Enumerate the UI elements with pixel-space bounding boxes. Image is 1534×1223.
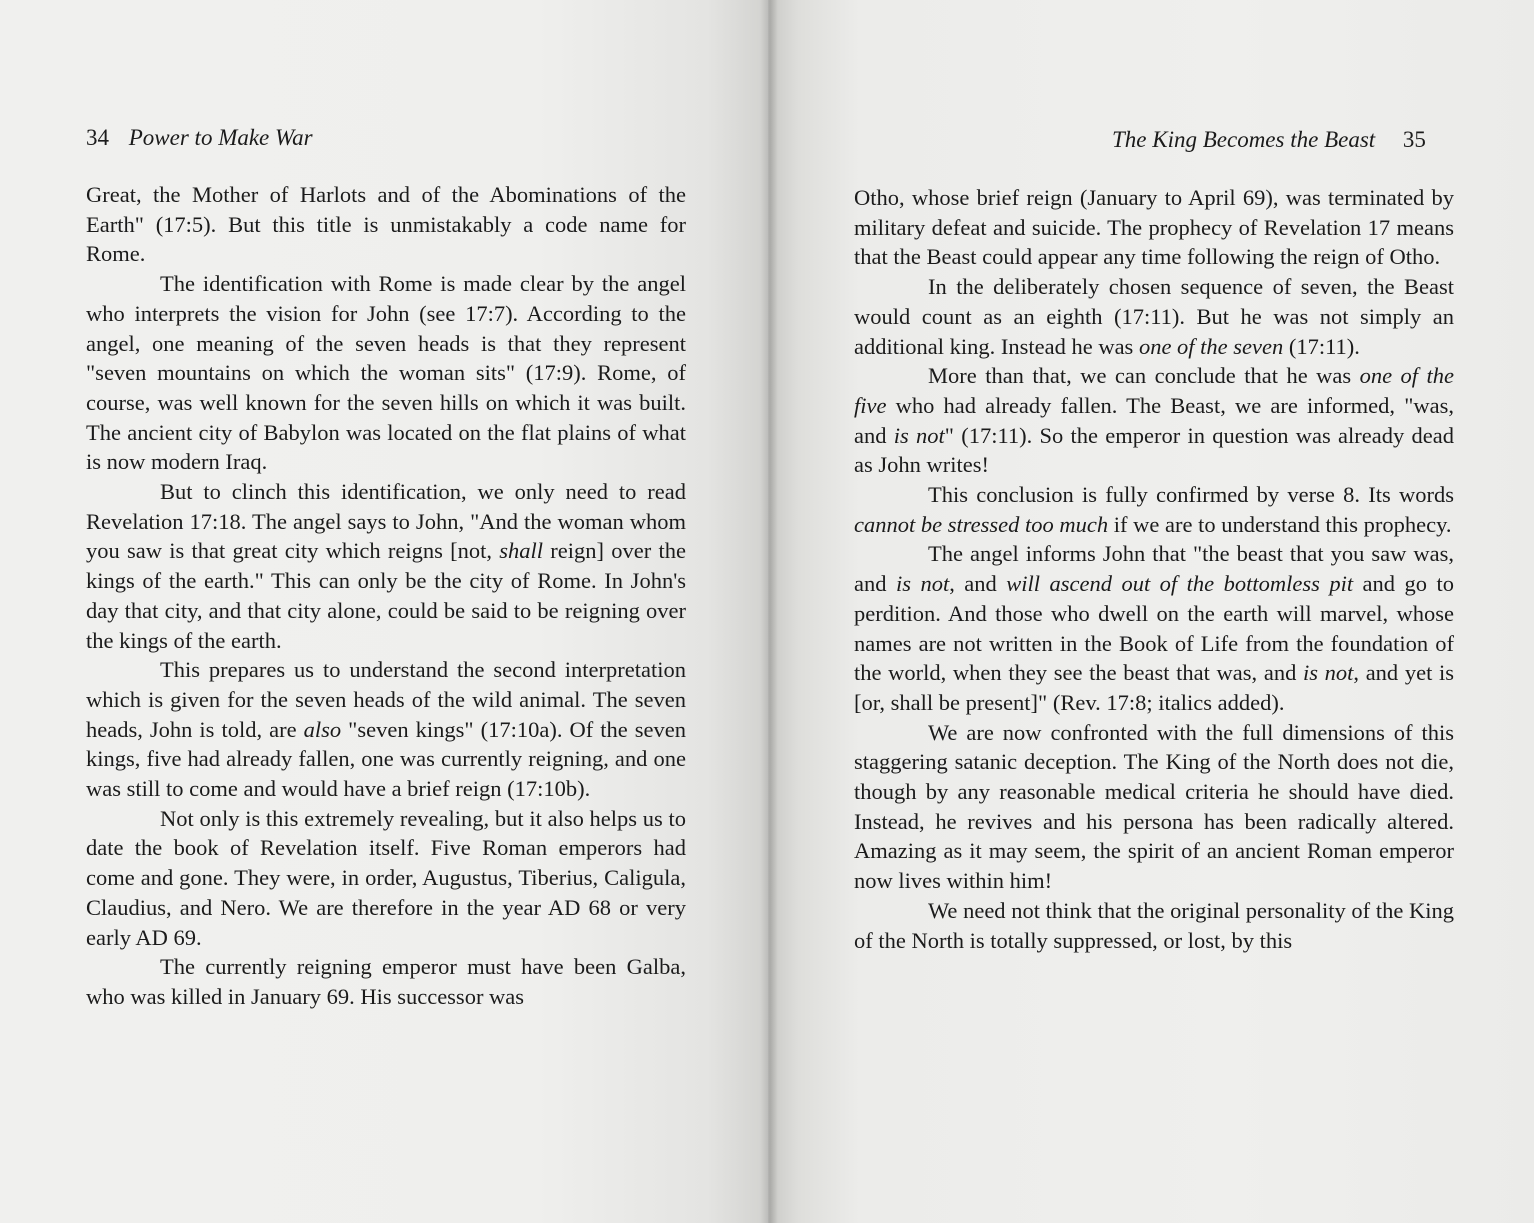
text-run: The identification with Rome is made clear by the angel who interprets the vision for John (see 17:7). According to the angel, one meaning of the seven heads is that they represent "seven mountains on which the woman sits" (17:9). Rome, of course, was well known for the seven hills on which it was built. The ancient city of Babylon was located on the flat plains of what is now modern Iraq. [86, 271, 686, 475]
text-run: , and yet is [or, shall be present]" (Rev. 17:8; italics added). [854, 660, 1454, 715]
paragraph [86, 180, 686, 269]
text-run: More than that, we can conclude that he was [928, 363, 1360, 389]
text-run: This conclusion is fully confirmed by verse 8. Its words [928, 482, 1454, 508]
left-page-body [86, 180, 686, 1012]
paragraph [86, 804, 686, 953]
paragraph [854, 896, 1454, 955]
italic-text: will ascend out of the bottomless pit [1006, 571, 1354, 597]
text-run: if we are to understand this prophecy. [1108, 511, 1452, 537]
text-run: Otho, whose brief reign (January to April 69), was terminated by military defeat and suicide. The prophecy of Revelation 17 means that the Beast could appear any time following the reign of Otho. [854, 185, 1454, 270]
right-page-body [854, 183, 1454, 955]
right-page-header [1112, 126, 1426, 154]
italic-text: one of the five [854, 363, 1454, 418]
italic-text: shall [499, 538, 544, 564]
text-run: who had already fallen. The Beast, we are informed, "was, and [854, 392, 1454, 448]
text-run: This prepares us to understand the second interpretation which is given for the seven heads of the wild animal. The seven heads, John is told, are [86, 657, 686, 742]
left-running-head: Power to Make War [128, 125, 313, 150]
text-run: The angel informs John that "the beast that you saw was, and [854, 541, 1454, 597]
left-page-number: 34 [86, 125, 109, 150]
italic-text: cannot be stressed too much [854, 511, 1109, 537]
text-run: "seven kings" (17:10a). Of the seven kings, five had already fallen, one was currently reigning, and one was still to come and would have a brief reign (17:10b). [86, 716, 686, 802]
paragraph [854, 361, 1454, 480]
paragraph [854, 183, 1454, 272]
text-run: The currently reigning emperor must have been Galba, who was killed in January 69. His successor was [86, 954, 686, 1009]
paragraph [86, 477, 686, 655]
italic-text: is not [893, 422, 945, 448]
paragraph [854, 718, 1454, 896]
text-run: (17:11). [1283, 333, 1360, 359]
paragraph [854, 272, 1454, 361]
text-run: and go to perdition. And those who dwell on the earth will marvel, whose names are not written in the Book of Life from the foundation of the world, when they see the beast that was, and [854, 571, 1454, 686]
text-run: We are now confronted with the full dimensions of this staggering satanic deception. The King of the North does not die, though by any reasonable medical criteria he should have died. Instead, he revives and his persona has been radically altered. Amazing as it may seem, the spirit of an ancient Roman emperor now lives within him! [854, 719, 1454, 894]
text-run: " (17:11). So the emperor in question was already dead as John writes! [854, 422, 1454, 478]
paragraph [854, 539, 1454, 717]
right-running-head: The King Becomes the Beast [1112, 127, 1376, 152]
text-run: reign] over the kings of the earth." This can only be the city of Rome. In John's day that city, and that city alone, could be said to be reigning over the kings of the earth. [86, 538, 686, 653]
paragraph [86, 952, 686, 1011]
right-page-number: 35 [1402, 127, 1426, 152]
left-page-header [86, 124, 313, 152]
italic-text: one of the seven [1138, 333, 1284, 359]
text-run: In the deliberately chosen sequence of seven, the Beast would count as an eighth (17:11). But he was not simply an additional king. Instead he was [854, 274, 1454, 359]
italic-text: is not [1302, 660, 1354, 686]
text-run: But to clinch this identification, we only need to read Revelation 17:18. The angel says to John, "And the woman whom you saw is that great city which reigns [not, [86, 479, 686, 564]
paragraph [86, 269, 686, 477]
paragraph [86, 655, 686, 804]
paragraph [854, 480, 1454, 539]
text-run: Not only is this extremely revealing, but it also helps us to date the book of Revelation itself. Five Roman emperors had come and gone. They were, in order, Augustus, Tiberius, Caligula, Claudius, and Nero. We are therefore in the year AD 68 or very early AD 69. [86, 805, 686, 950]
italic-text: is not [895, 571, 950, 597]
book-gutter [760, 0, 778, 1223]
right-page [768, 0, 1534, 1223]
italic-text: also [303, 716, 342, 742]
text-run: , and [949, 571, 1007, 597]
text-run: Great, the Mother of Harlots and of the Abominations of the Earth" (17:5). But this title is unmistakably a code name for Rome. [86, 182, 686, 267]
text-run: We need not think that the original personality of the King of the North is totally suppressed, or lost, by this [854, 897, 1454, 953]
